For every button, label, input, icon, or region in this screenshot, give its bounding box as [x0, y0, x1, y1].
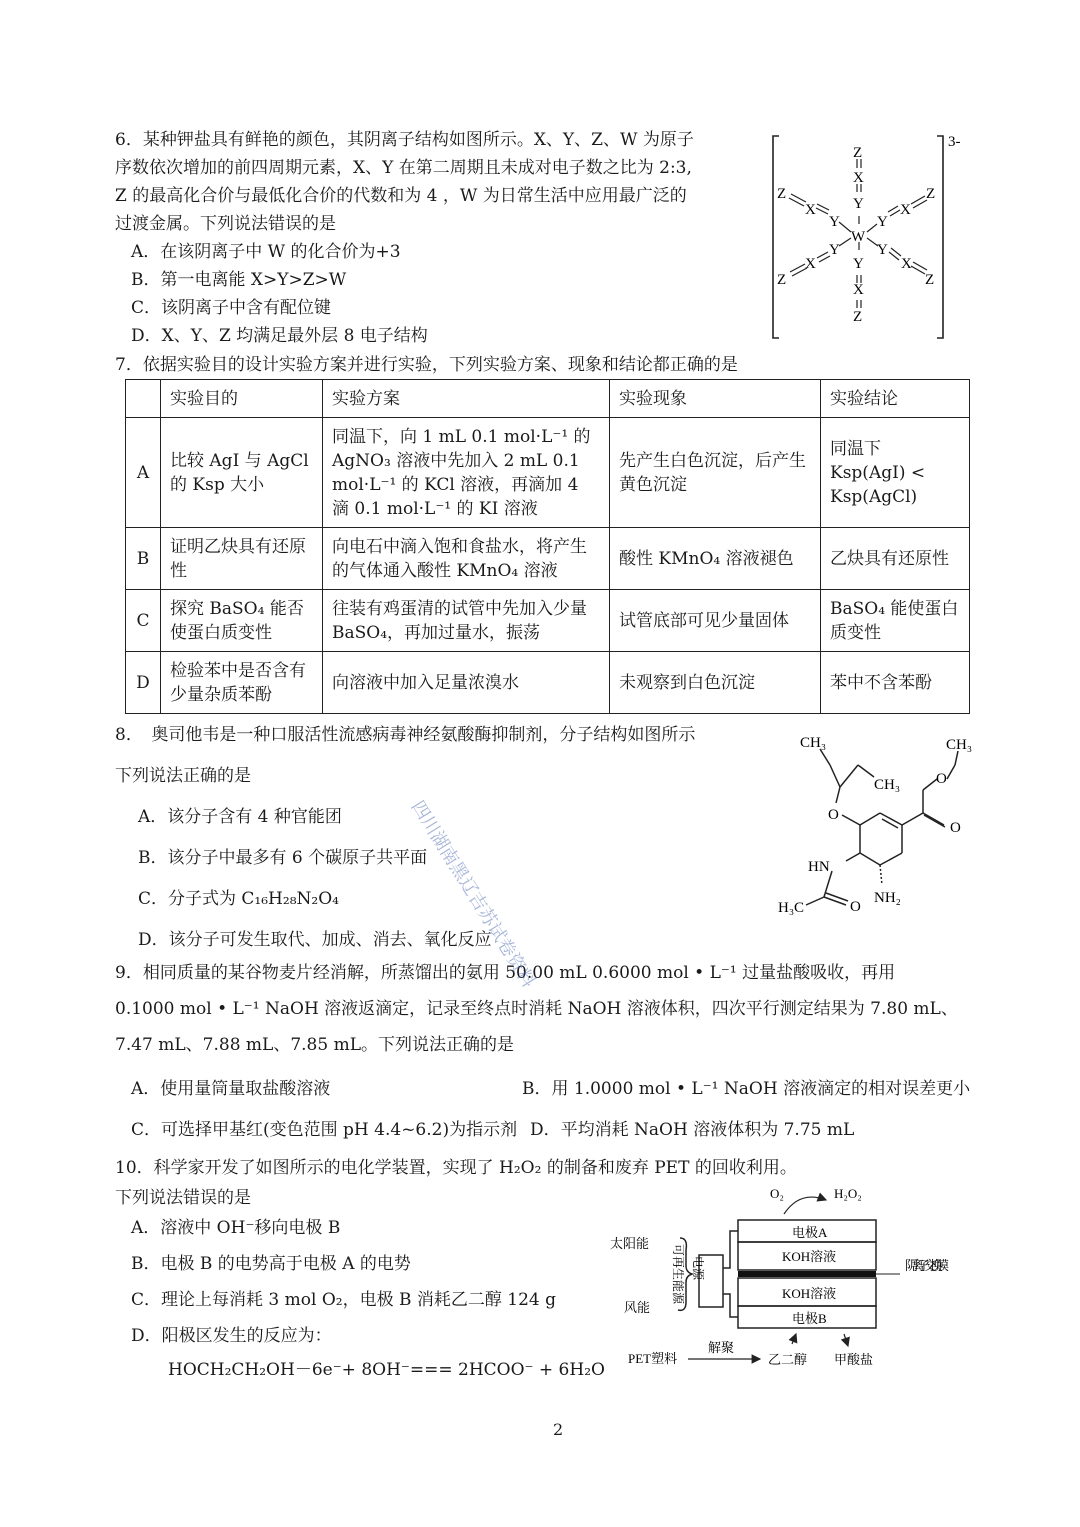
row-purpose: 比较 AgI 与 AgCl 的 Ksp 大小 — [161, 418, 323, 528]
formate-label: 甲酸盐 — [834, 1352, 874, 1367]
q6-atom-z: Z — [853, 309, 863, 325]
row-purpose: 探究 BaSO₄ 能否使蛋白质变性 — [161, 590, 323, 652]
koh-top-label: KOH溶液 — [782, 1249, 837, 1264]
q9-stem-line2: 0.1000 mol • L⁻¹ NaOH 溶液返滴定，记录至终点时消耗 NaOH 溶液体积，四次平行测定结果为 7.80 mL、 — [115, 999, 958, 1019]
row-conclusion: BaSO₄ 能使蛋白质变性 — [821, 590, 970, 652]
q10-option-d-equation: HOCH₂CH₂OH－6e⁻+ 8OH⁻=== 2HCOO⁻ + 6H₂O — [168, 1360, 605, 1380]
q6-stem-line2: 序数依次增加的前四周期元素，X、Y 在第二周期且未成对电子数之比为 2:3, — [115, 158, 692, 178]
row-plan: 同温下，向 1 mL 0.1 mol·L⁻¹ 的 AgNO₃ 溶液中先加入 2 mL 0.1 mol·L⁻¹ 的 KCl 溶液，再滴加 4 滴 0.1 mol·L⁻¹ 的 KI 溶液 — [323, 418, 610, 528]
table-header-cell: 实验结论 — [821, 380, 970, 418]
row-purpose: 证明乙炔具有还原性 — [161, 528, 323, 590]
q8-amide-oxygen: O — [850, 899, 861, 915]
q6-atom-y: Y — [877, 242, 888, 258]
electrode-b-label: 电极B — [792, 1311, 827, 1326]
q6-option-d: D．X、Y、Z 均满足最外层 8 电子结构 — [131, 326, 428, 346]
q8-option-c: C．分子式为 C₁₆H₂₈N₂O₄ — [138, 889, 339, 909]
q8-stem-line1: 8． 奥司他韦是一种口服活性流感病毒神经氨酸酶抑制剂，分子结构如图所示 — [115, 725, 696, 745]
q9-option-c: C．可选择甲基红(变色范围 pH 4.4~6.2)为指示剂 — [131, 1120, 518, 1140]
q10-option-c: C．理论上每消耗 3 mol O₂，电极 B 消耗乙二醇 124 g — [131, 1290, 557, 1310]
q8-option-a: A．该分子含有 4 种官能团 — [138, 807, 342, 827]
table-row — [126, 528, 970, 590]
row-phenomenon: 未观察到白色沉淀 — [610, 652, 821, 714]
watermark: 四川湖南黑辽吉苏试卷资料 — [406, 797, 540, 992]
electrode-a-label: 电极A — [792, 1225, 828, 1240]
q8-nh2-label: NH₂ — [874, 890, 901, 906]
q10-electrochemical-device — [600, 1180, 980, 1375]
q8-ch3-label: CH₃ — [946, 737, 973, 753]
q9-stem-line3: 7.47 mL、7.88 mL、7.85 mL。下列说法正确的是 — [115, 1035, 514, 1055]
q6-atom-z: Z — [777, 272, 787, 288]
q6-anion-structure — [765, 128, 975, 346]
h2o2-label: H₂O₂ — [834, 1186, 862, 1201]
q6-atom-z: Z — [926, 186, 936, 202]
q8-h3c-label: H₃C — [778, 900, 805, 916]
q10-option-d: D．阳极区发生的反应为： — [131, 1326, 332, 1346]
q9-stem-line1: 9．相同质量的某谷物麦片经消解，所蒸馏出的氨用 50.00 mL 0.6000 mol • L⁻¹ 过量盐酸吸收，再用 — [115, 963, 896, 983]
q6-atom-x: X — [853, 170, 864, 186]
q6-charge-label: 3- — [948, 134, 961, 150]
renewable-label: 可再生能源 — [671, 1244, 685, 1305]
page-number: 2 — [553, 1420, 564, 1439]
q7-stem: 7．依据实验目的设计实验方案并进行实验，下列实验方案、现象和结论都正确的是 — [115, 355, 738, 375]
q8-ch3-label: CH₃ — [874, 777, 901, 793]
q8-hn-label: HN — [808, 859, 830, 875]
membrane-label: 阴离子交换膜 — [905, 1258, 949, 1273]
q6-option-c: C．该阴离子中含有配位键 — [131, 298, 332, 318]
q6-stem-line3: Z 的最高化合价与最低化合价的代数和为 4 ，W 为日常生活中应用最广泛的 — [115, 186, 687, 206]
q6-atom-y: Y — [853, 196, 864, 212]
q8-molecule-structure — [770, 725, 980, 920]
q8-stem-line2: 下列说法正确的是 — [115, 766, 251, 786]
table-header-cell: 实验现象 — [610, 380, 821, 418]
table-header-cell: 实验目的 — [161, 380, 323, 418]
q6-atom-y: Y — [877, 214, 888, 230]
q6-atom-y: Y — [853, 256, 864, 272]
q6-option-a: A．在该阴离子中 W 的化合价为+3 — [131, 242, 401, 262]
row-label: C — [126, 590, 161, 652]
q9-option-b: B．用 1.0000 mol • L⁻¹ NaOH 溶液滴定的相对误差更小 — [522, 1079, 971, 1099]
table-header-row — [126, 380, 970, 418]
q10-option-b: B．电极 B 的电势高于电极 A 的电势 — [131, 1254, 411, 1274]
wind-label: 风能 — [624, 1300, 651, 1315]
q9-option-d: D．平均消耗 NaOH 溶液体积为 7.75 mL — [530, 1120, 855, 1140]
row-purpose: 检验苯中是否含有少量杂质苯酚 — [161, 652, 323, 714]
q8-carbonyl-oxygen: O — [950, 820, 961, 836]
row-conclusion: 苯中不含苯酚 — [821, 652, 970, 714]
row-label: A — [126, 418, 161, 528]
q8-ester-oxygen: O — [936, 771, 947, 787]
q6-atom-x: X — [805, 202, 816, 218]
table-row — [126, 418, 970, 528]
row-plan: 往装有鸡蛋清的试管中先加入少量 BaSO₄，再加过量水，振荡 — [323, 590, 610, 652]
table-row — [126, 590, 970, 652]
solar-label: 太阳能 — [610, 1236, 650, 1251]
q6-atom-x: X — [853, 282, 864, 298]
q6-option-b: B．第一电离能 X>Y>Z>W — [131, 270, 347, 290]
pet-label: PET塑料 — [628, 1351, 678, 1366]
q6-atom-w: W — [851, 229, 866, 245]
q8-option-b: B．该分子中最多有 6 个碳原子共平面 — [138, 848, 428, 868]
q6-atom-z: Z — [777, 186, 787, 202]
q8-ether-oxygen: O — [828, 807, 839, 823]
q6-atom-z: Z — [925, 272, 935, 288]
depoly-label: 解聚 — [708, 1340, 735, 1355]
q10-option-a: A．溶液中 OH⁻移向电极 B — [131, 1218, 341, 1238]
q6-atom-y: Y — [829, 242, 840, 258]
table-row — [126, 652, 970, 714]
row-phenomenon: 先产生白色沉淀，后产生黄色沉淀 — [610, 418, 821, 528]
q8-option-d: D．该分子可发生取代、加成、消去、氧化反应 — [138, 930, 492, 950]
row-conclusion: 同温下 Ksp(AgI) < Ksp(AgCl) — [821, 418, 970, 528]
row-label: B — [126, 528, 161, 590]
table-header-cell: 实验方案 — [323, 380, 610, 418]
q6-stem-line1: 6．某种钾盐具有鲜艳的颜色，其阴离子结构如图所示。X、Y、Z、W 为原子 — [115, 130, 694, 150]
q9-option-a: A．使用量筒量取盐酸溶液 — [131, 1079, 331, 1099]
o2-label: O₂ — [770, 1186, 784, 1201]
q7-experiment-table — [125, 379, 970, 714]
row-phenomenon: 试管底部可见少量固体 — [610, 590, 821, 652]
q6-atom-y: Y — [829, 214, 840, 230]
glycol-label: 乙二醇 — [768, 1352, 808, 1367]
q10-stem-line1: 10．科学家开发了如图所示的电化学装置，实现了 H₂O₂ 的制备和废弃 PET 的回收利用。 — [115, 1158, 797, 1178]
q6-atom-z: Z — [853, 145, 863, 161]
q6-atom-x: X — [805, 256, 816, 272]
row-plan: 向电石中滴入饱和食盐水，将产生的气体通入酸性 KMnO₄ 溶液 — [323, 528, 610, 590]
q6-atom-x: X — [901, 256, 912, 272]
q6-atom-x: X — [900, 202, 911, 218]
power-label: 电源 — [691, 1256, 705, 1281]
row-label: D — [126, 652, 161, 714]
koh-bottom-label: KOH溶液 — [782, 1286, 837, 1301]
q10-stem-line2: 下列说法错误的是 — [115, 1188, 251, 1208]
q8-ch3-label: CH₃ — [800, 735, 827, 751]
row-conclusion: 乙炔具有还原性 — [821, 528, 970, 590]
row-phenomenon: 酸性 KMnO₄ 溶液褪色 — [610, 528, 821, 590]
row-plan: 向溶液中加入足量浓溴水 — [323, 652, 610, 714]
q6-stem-line4: 过渡金属。下列说法错误的是 — [115, 214, 336, 234]
